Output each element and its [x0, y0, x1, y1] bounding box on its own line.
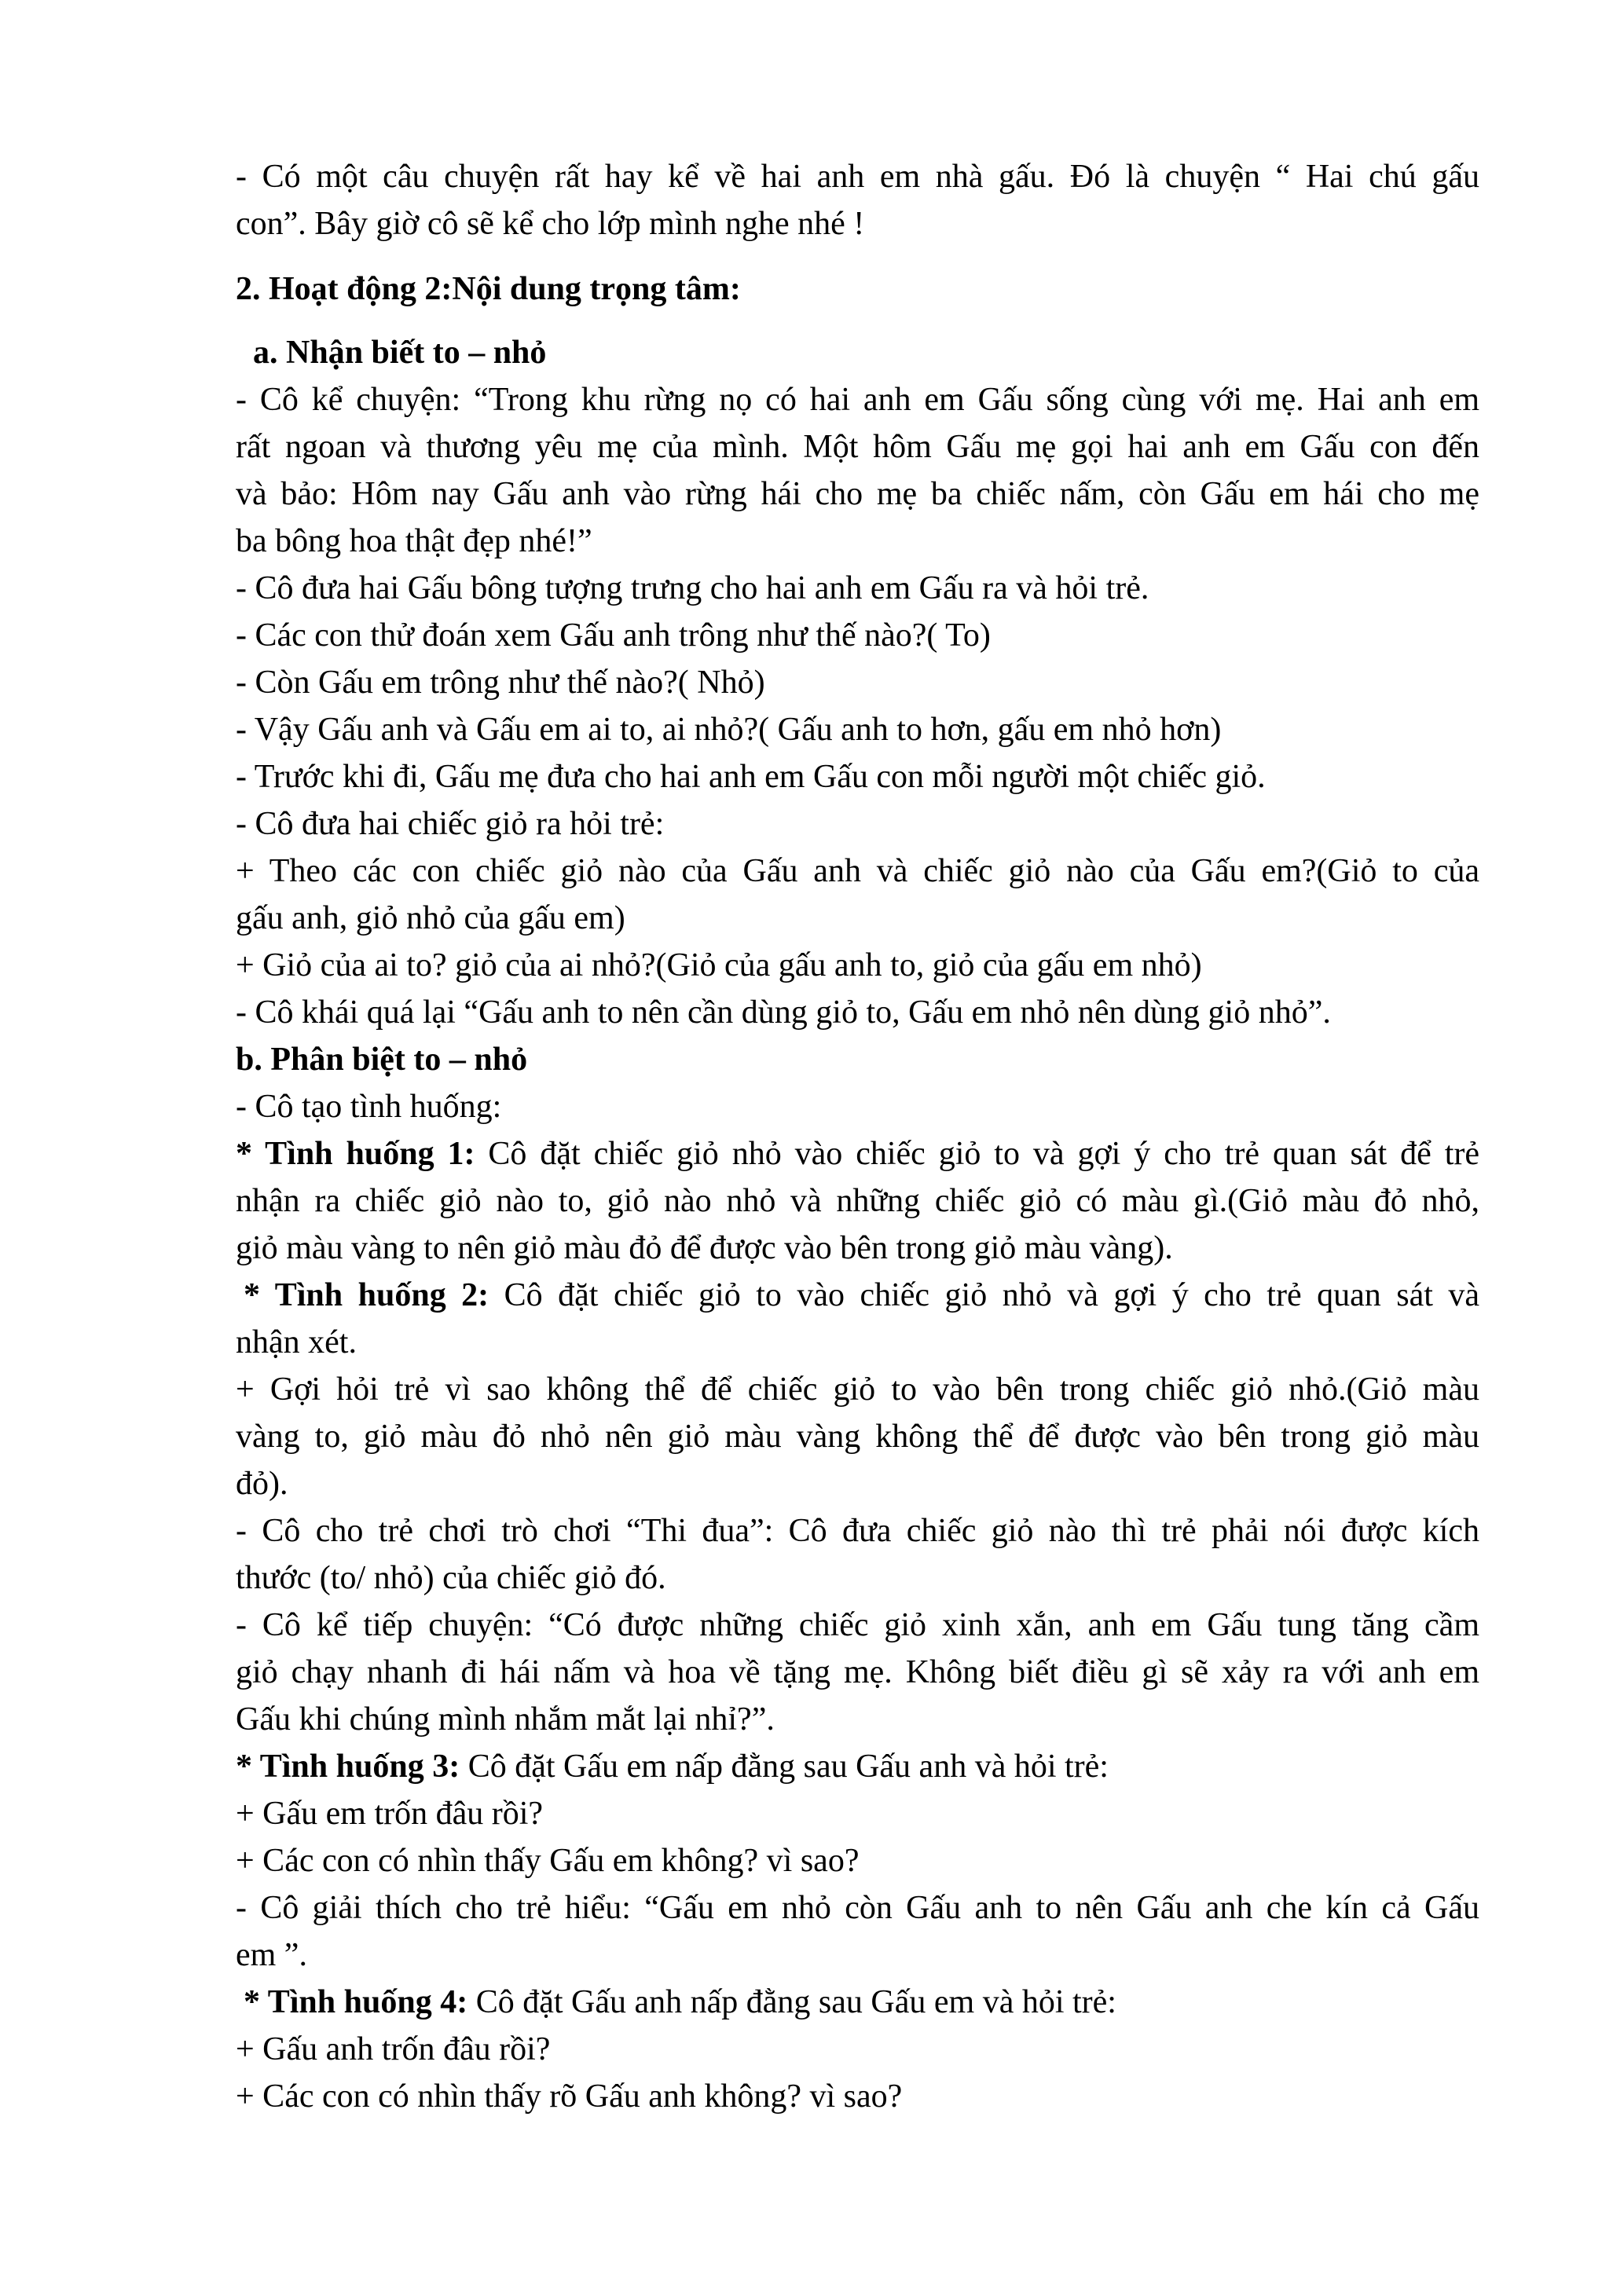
body-text: - Trước khi đi, Gấu mẹ đưa cho hai anh em Gấu con mỗi người một chiếc giỏ. — [236, 759, 1266, 795]
bold-text: * Tình huống 1: — [236, 1136, 475, 1172]
text-line — [236, 989, 1479, 1036]
text-line — [236, 1790, 1479, 1837]
text-line — [236, 1602, 1479, 1649]
body-text: ba bông hoa thật đẹp nhé!” — [236, 523, 592, 559]
body-text: Gấu khi chúng mình nhắm mắt lại nhỉ?”. — [236, 1701, 775, 1738]
body-text: vàng to, giỏ màu đỏ nhỏ nên giỏ màu vàng không thể để được vào bên trong giỏ màu — [236, 1419, 1479, 1455]
body-text: nhận xét. — [236, 1324, 357, 1360]
body-text: em ”. — [236, 1937, 307, 1973]
text-line — [236, 1460, 1479, 1507]
text-line — [236, 1507, 1479, 1554]
text-line — [236, 942, 1479, 989]
body-text: đỏ). — [236, 1466, 288, 1502]
text-line — [236, 1225, 1479, 1272]
body-text: - Vậy Gấu anh và Gấu em ai to, ai nhỏ?( Gấu anh to hơn, gấu em nhỏ hơn) — [236, 712, 1222, 748]
body-text: rất ngoan và thương yêu mẹ của mình. Một hôm Gấu mẹ gọi hai anh em Gấu con đến — [236, 429, 1479, 465]
body-text: - Cô khái quá lại “Gấu anh to nên cần dùng giỏ to, Gấu em nhỏ nên dùng giỏ nhỏ”. — [236, 994, 1331, 1031]
body-text: - Cô kể chuyện: “Trong khu rừng nọ có hai anh em Gấu sống cùng với mẹ. Hai anh em — [236, 382, 1479, 418]
body-text: con”. Bây giờ cô sẽ kể cho lớp mình nghe nhé ! — [236, 206, 865, 242]
document-page — [236, 153, 1479, 2120]
text-line — [236, 1743, 1479, 1790]
text-line — [236, 1319, 1479, 1366]
text-line — [236, 1884, 1479, 1932]
text-line — [236, 612, 1479, 659]
text-line — [236, 1413, 1479, 1460]
bold-text: a. Nhận biết to – nhỏ — [253, 335, 547, 371]
text-line — [236, 1696, 1479, 1743]
body-text: - Các con thử đoán xem Gấu anh trông như thế nào?( To) — [236, 617, 991, 654]
body-text: + Theo các con chiếc giỏ nào của Gấu anh và chiếc giỏ nào của Gấu em?(Giỏ to của — [236, 853, 1479, 889]
body-text: + Các con có nhìn thấy rõ Gấu anh không? vì sao? — [236, 2078, 903, 2115]
text-line — [236, 1837, 1479, 1884]
text-line — [236, 659, 1479, 706]
text-line — [236, 706, 1479, 753]
bold-text: 2. Hoạt động 2:Nội dung trọng tâm: — [236, 271, 741, 307]
text-line — [236, 376, 1479, 423]
text-line — [236, 1932, 1479, 1979]
text-line — [236, 800, 1479, 848]
body-text: - Có một câu chuyện rất hay kể về hai anh em nhà gấu. Đó là chuyện “ Hai chú gấu — [236, 159, 1479, 195]
body-text: Cô đặt Gấu em nấp đằng sau Gấu anh và hỏi trẻ: — [460, 1749, 1109, 1785]
body-text: + Gấu anh trốn đâu rồi? — [236, 2031, 551, 2067]
text-line — [236, 1272, 1479, 1319]
body-text: - Cô tạo tình huống: — [236, 1089, 502, 1125]
body-text: - Còn Gấu em trông như thế nào?( Nhỏ) — [236, 665, 765, 701]
text-line — [236, 753, 1479, 800]
body-text: nhận ra chiếc giỏ nào to, giỏ nào nhỏ và những chiếc giỏ có màu gì.(Giỏ màu đỏ nhỏ, — [236, 1183, 1479, 1219]
bold-text: b. Phân biệt to – nhỏ — [236, 1042, 528, 1078]
body-text: - Cô kể tiếp chuyện: “Có được những chiếc giỏ xinh xắn, anh em Gấu tung tăng cầm — [236, 1607, 1479, 1643]
text-line — [236, 1083, 1479, 1130]
text-line — [236, 1366, 1479, 1413]
body-text: và bảo: Hôm nay Gấu anh vào rừng hái cho mẹ ba chiếc nấm, còn Gấu em hái cho mẹ — [236, 476, 1479, 512]
body-text: - Cô đưa hai Gấu bông tượng trưng cho hai anh em Gấu ra và hỏi trẻ. — [236, 570, 1149, 606]
text-line — [236, 265, 1479, 313]
text-line — [236, 895, 1479, 942]
body-text: Cô đặt Gấu anh nấp đằng sau Gấu em và hỏi trẻ: — [467, 1984, 1116, 2020]
text-line — [236, 1177, 1479, 1225]
body-text: + Gợi hỏi trẻ vì sao không thể để chiếc giỏ to vào bên trong chiếc giỏ nhỏ.(Giỏ màu — [236, 1371, 1479, 1408]
text-line — [236, 2026, 1479, 2073]
body-text: - Cô đưa hai chiếc giỏ ra hỏi trẻ: — [236, 806, 665, 842]
text-line — [236, 1979, 1479, 2026]
text-line — [236, 1649, 1479, 1696]
bold-text: * Tình huống 2: — [244, 1277, 489, 1313]
text-line — [236, 423, 1479, 471]
body-text: Cô đặt chiếc giỏ to vào chiếc giỏ nhỏ và gợi ý cho trẻ quan sát và — [489, 1277, 1479, 1313]
body-text: - Cô giải thích cho trẻ hiểu: “Gấu em nhỏ còn Gấu anh to nên Gấu anh che kín cả Gấu — [236, 1890, 1479, 1926]
body-text: + Các con có nhìn thấy Gấu em không? vì sao? — [236, 1843, 860, 1879]
text-line — [236, 1130, 1479, 1177]
text-line — [236, 518, 1479, 565]
text-line — [236, 200, 1479, 247]
text-line — [236, 565, 1479, 612]
body-text: giỏ chạy nhanh đi hái nấm và hoa về tặng mẹ. Không biết điều gì sẽ xảy ra với anh em — [236, 1654, 1479, 1690]
body-text: gấu anh, giỏ nhỏ của gấu em) — [236, 900, 625, 936]
body-text: giỏ màu vàng to nên giỏ màu đỏ để được vào bên trong giỏ màu vàng). — [236, 1230, 1173, 1266]
text-line — [236, 153, 1479, 200]
body-text: - Cô cho trẻ chơi trò chơi “Thi đua”: Cô đưa chiếc giỏ nào thì trẻ phải nói được kích — [236, 1513, 1479, 1549]
text-line — [236, 1036, 1479, 1083]
body-text: Cô đặt chiếc giỏ nhỏ vào chiếc giỏ to và gợi ý cho trẻ quan sát để trẻ — [475, 1136, 1479, 1172]
body-text: thước (to/ nhỏ) của chiếc giỏ đó. — [236, 1560, 666, 1596]
text-line — [236, 848, 1479, 895]
bold-text: * Tình huống 4: — [244, 1984, 468, 2020]
text-line — [236, 1554, 1479, 1602]
bold-text: * Tình huống 3: — [236, 1749, 460, 1785]
body-text: + Giỏ của ai to? giỏ của ai nhỏ?(Giỏ của gấu anh to, giỏ của gấu em nhỏ) — [236, 947, 1202, 983]
text-line — [236, 329, 1479, 376]
body-text: + Gấu em trốn đâu rồi? — [236, 1796, 544, 1832]
text-line — [236, 471, 1479, 518]
text-line — [236, 2073, 1479, 2120]
